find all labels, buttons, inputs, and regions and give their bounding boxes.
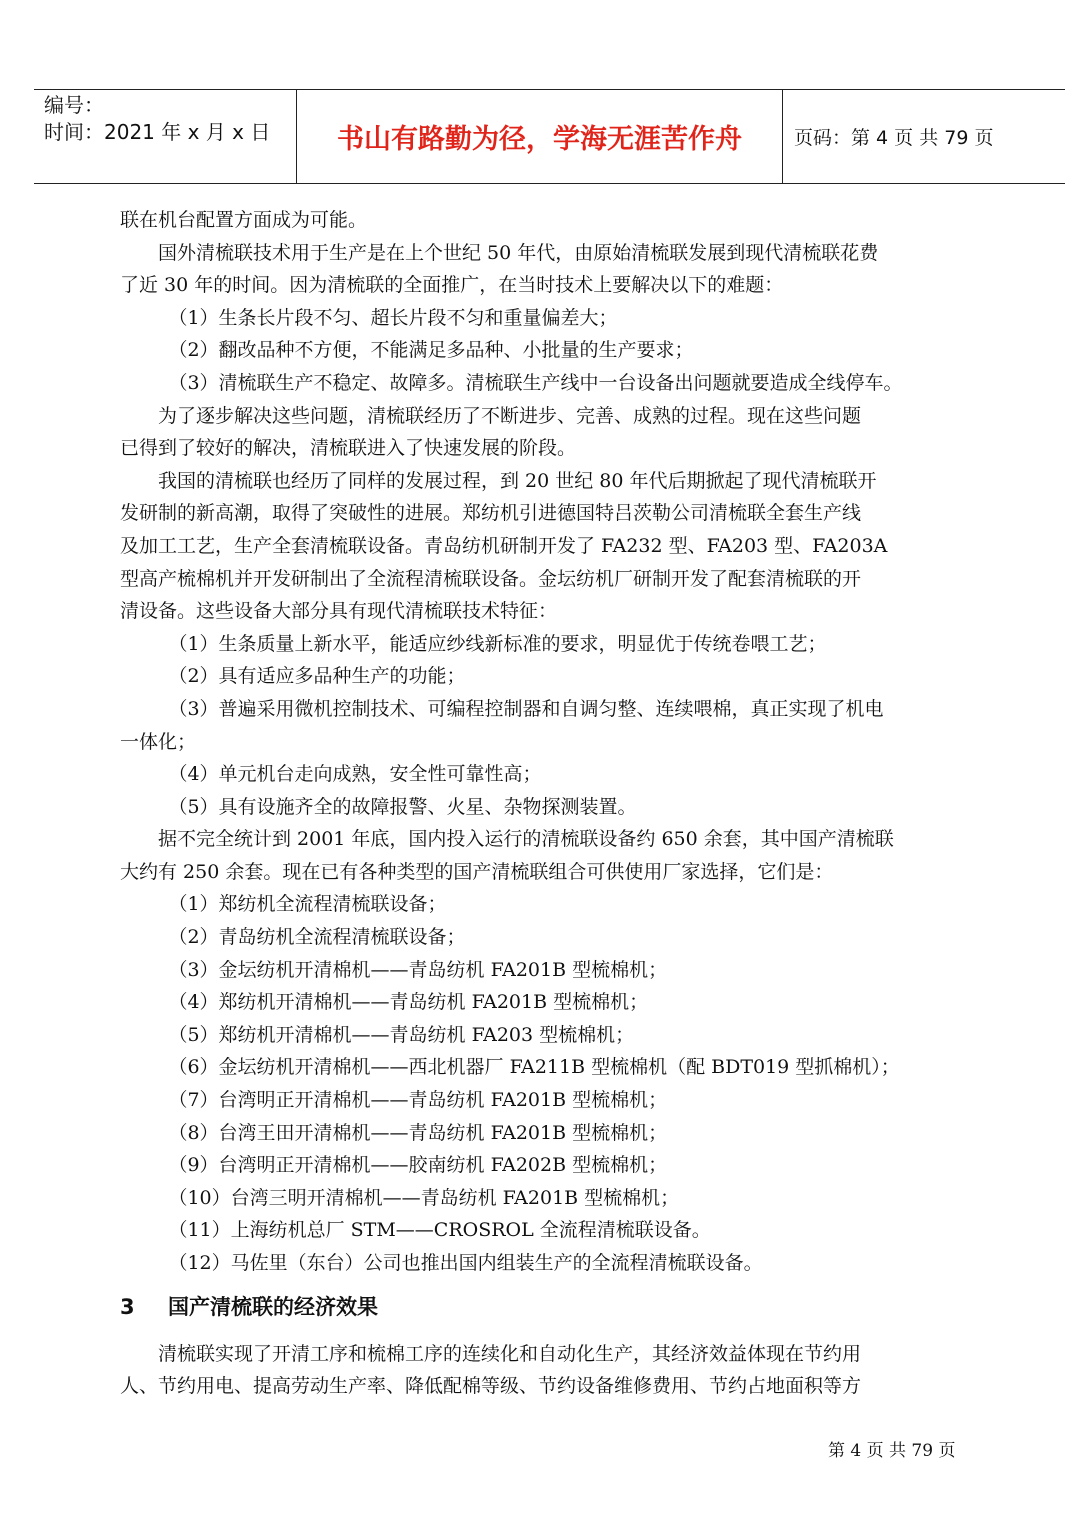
text-line: （2）具有适应多品种生产的功能；	[168, 665, 466, 688]
text-line: （1）生条长片段不匀、超长片段不匀和重量偏差大；	[168, 306, 618, 329]
text-line: （4）单元机台走向成熟，安全性可靠性高；	[168, 763, 542, 786]
text-line: 一体化；	[120, 730, 197, 753]
text-line: （3）普遍采用微机控制技术、可编程控制器和自调匀整、连续喂棉，真正实现了机电	[168, 697, 884, 720]
text-line: （7）台湾明正开清棉机——青岛纺机 FA201B 型梳棉机；	[168, 1089, 668, 1112]
text-line: 及加工工艺，生产全套清梳联设备。青岛纺机研制开发了 FA232 型、FA203 型、FA203A	[120, 534, 888, 557]
text-line: （8）台湾王田开清棉机——青岛纺机 FA201B 型梳棉机；	[168, 1121, 668, 1144]
header-divider-right	[782, 90, 783, 183]
text-line: 大约有 250 余套。现在已有各种类型的国产清梳联组合可供使用厂家选择，它们是：	[120, 860, 834, 883]
text-line: 国外清梳联技术用于生产是在上个世纪 50 年代，由原始清梳联发展到现代清梳联花费	[158, 241, 879, 264]
document-header	[34, 89, 1065, 184]
text-line: 我国的清梳联也经历了同样的发展过程，到 20 世纪 80 年代后期掀起了现代清梳联开	[158, 469, 877, 492]
text-line: （2）青岛纺机全流程清梳联设备；	[168, 926, 466, 949]
header-time-label: 时间：2021 年 x 月 x 日	[44, 120, 271, 144]
text-line: 清梳联实现了开清工序和梳棉工序的连续化和自动化生产，其经济效益体现在节约用	[158, 1342, 862, 1365]
text-line: （4）郑纺机开清棉机——青岛纺机 FA201B 型梳棉机；	[168, 991, 649, 1014]
text-line: （12）马佐里（东台）公司也推出国内组装生产的全流程清梳联设备。	[168, 1252, 763, 1274]
page-footer: 第 4 页 共 79 页	[828, 1441, 956, 1461]
text-line: （11）上海纺机总厂 STM——CROSROL 全流程清梳联设备。	[168, 1219, 711, 1242]
text-line: （6）金坛纺机开清棉机——西北机器厂 FA211B 型梳棉机（配 BDT019 型抓棉机）；	[168, 1056, 900, 1079]
text-line: 了近 30 年的时间。因为清梳联的全面推广，在当时技术上要解决以下的难题：	[120, 274, 784, 297]
text-line: （10）台湾三明开清棉机——青岛纺机 FA201B 型梳棉机；	[168, 1186, 680, 1209]
header-number-label: 编号：	[44, 93, 104, 117]
text-line: （2）翻改品种不方便，不能满足多品种、小批量的生产要求；	[168, 339, 694, 362]
header-meta	[44, 92, 299, 146]
section-title: 国产清梳联的经济效果	[168, 1294, 378, 1319]
header-page-info: 页码：第 4 页 共 79 页	[794, 127, 994, 149]
body-paragraphs	[120, 204, 982, 1280]
text-line: 已得到了较好的解决，清梳联进入了快速发展的阶段。	[120, 437, 577, 460]
text-line: （1）生条质量上新水平，能适应纱线新标准的要求，明显优于传统卷喂工艺；	[168, 632, 827, 655]
text-line: （5）具有设施齐全的故障报警、火星、杂物探测装置。	[168, 795, 637, 818]
header-motto: 书山有路勤为径，学海无涯苦作舟	[337, 124, 742, 155]
text-line: （3）金坛纺机开清棉机——青岛纺机 FA201B 型梳棉机；	[168, 958, 668, 981]
text-line: 人、节约用电、提高劳动生产率、降低配棉等级、节约设备维修费用、节约占地面积等方	[120, 1375, 862, 1398]
text-line: （9）台湾明正开清棉机——胶南纺机 FA202B 型梳棉机；	[168, 1154, 668, 1177]
text-line: 联在机台配置方面成为可能。	[120, 209, 368, 231]
text-line: （1）郑纺机全流程清梳联设备；	[168, 893, 447, 916]
text-line: 清设备。这些设备大部分具有现代清梳联技术特征：	[120, 600, 558, 623]
section-number: 3	[120, 1294, 135, 1319]
text-line: 型高产梳棉机并开发研制出了全流程清梳联设备。金坛纺机厂研制开发了配套清梳联的开	[120, 567, 862, 590]
text-line: （3）清梳联生产不稳定、故障多。清梳联生产线中一台设备出问题就要造成全线停车。	[168, 371, 903, 394]
section-heading	[120, 1290, 982, 1324]
text-line: （5）郑纺机开清棉机——青岛纺机 FA203 型梳棉机；	[168, 1023, 635, 1046]
document-body	[120, 204, 982, 1403]
text-line: 据不完全统计到 2001 年底，国内投入运行的清梳联设备约 650 余套，其中国产清梳联	[158, 828, 894, 851]
text-line: 发研制的新高潮，取得了突破性的进展。郑纺机引进德国特吕茨勒公司清梳联全套生产线	[120, 502, 862, 525]
text-line: 为了逐步解决这些问题，清梳联经历了不断进步、完善、成熟的过程。现在这些问题	[158, 404, 862, 427]
section-paragraphs	[120, 1338, 982, 1403]
